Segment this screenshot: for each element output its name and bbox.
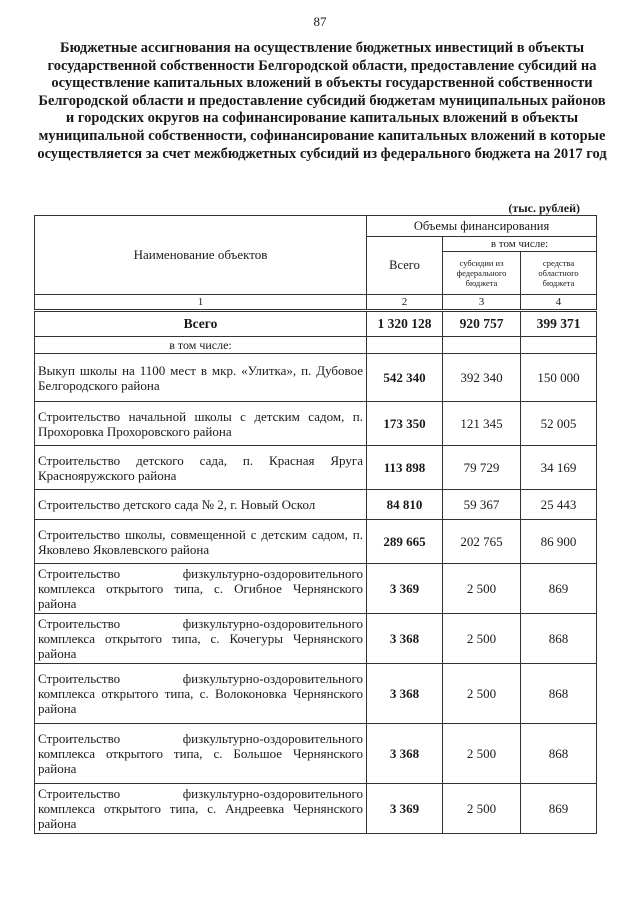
total-value: 3 368 (367, 664, 443, 724)
empty-cell (521, 337, 597, 354)
table-row (35, 402, 597, 446)
total-value: 3 368 (367, 724, 443, 784)
object-name: Строительство начальной школы с детским садом, п. Прохоровка Прохоровского района (35, 402, 367, 446)
federal-value: 121 345 (443, 402, 521, 446)
total-regional: 399 371 (521, 311, 597, 337)
federal-value: 59 367 (443, 490, 521, 520)
regional-value: 868 (521, 724, 597, 784)
object-name: Строительство физкультурно-оздоровительного комплекса открытого типа, с. Андреевка Чернянского района (35, 784, 367, 834)
regional-value: 52 005 (521, 402, 597, 446)
table-row (35, 724, 597, 784)
document-title: Бюджетные ассигнования на осуществление бюджетных инвестиций в объекты государственной собственности Белгородской области, предоставление субсидий на осуществление капитальных вложений в объекты государственной собственности Белгородской области и предоставление субсидий бюджетам муниципальных районов и городских округов на софинансирование капитальных вложений в объекты муниципальной собственности, софинансирование капитальных вложений в которые осуществляется за счет межбюджетных субсидий из федерального бюджета на 2017 год (37, 40, 607, 162)
table-row (35, 784, 597, 834)
federal-value: 2 500 (443, 784, 521, 834)
header-including: в том числе: (443, 237, 597, 252)
units-label: (тыс. рублей) (508, 201, 580, 215)
regional-value: 868 (521, 664, 597, 724)
table-row (35, 614, 597, 664)
total-federal: 920 757 (443, 311, 521, 337)
table-row (35, 664, 597, 724)
table-body (35, 295, 597, 834)
object-name: Строительство детского сада № 2, г. Новый Оскол (35, 490, 367, 520)
header-total: Всего (367, 237, 443, 295)
regional-value: 25 443 (521, 490, 597, 520)
total-value: 542 340 (367, 354, 443, 402)
header-financing: Объемы финансирования (367, 216, 597, 237)
object-name: Строительство физкультурно-оздоровительного комплекса открытого типа, с. Кочегуры Чернянского района (35, 614, 367, 664)
table-row (35, 520, 597, 564)
object-name: Строительство физкультурно-оздоровительного комплекса открытого типа, с. Волоконовка Чернянского района (35, 664, 367, 724)
regional-value: 150 000 (521, 354, 597, 402)
including-row (35, 337, 597, 354)
total-label: Всего (35, 311, 367, 337)
table-row (35, 490, 597, 520)
column-number: 1 (35, 295, 367, 311)
object-name: Строительство детского сада, п. Красная Яруга Краснояружского района (35, 446, 367, 490)
regional-value: 869 (521, 564, 597, 614)
federal-value: 392 340 (443, 354, 521, 402)
regional-value: 869 (521, 784, 597, 834)
total-row (35, 311, 597, 337)
table-row (35, 564, 597, 614)
empty-cell (367, 337, 443, 354)
federal-value: 79 729 (443, 446, 521, 490)
total-value: 84 810 (367, 490, 443, 520)
header-federal: субсидии из федерального бюджета (443, 252, 521, 295)
header-regional: средства областного бюджета (521, 252, 597, 295)
object-name: Выкуп школы на 1100 мест в мкр. «Улитка», п. Дубовое Белгородского района (35, 354, 367, 402)
federal-value: 2 500 (443, 664, 521, 724)
total-value: 113 898 (367, 446, 443, 490)
total-sum: 1 320 128 (367, 311, 443, 337)
federal-value: 2 500 (443, 614, 521, 664)
regional-value: 868 (521, 614, 597, 664)
column-number: 2 (367, 295, 443, 311)
including-label: в том числе: (35, 337, 367, 354)
object-name: Строительство физкультурно-оздоровительного комплекса открытого типа, с. Большое Чернянского района (35, 724, 367, 784)
total-value: 3 369 (367, 564, 443, 614)
total-value: 289 665 (367, 520, 443, 564)
federal-value: 2 500 (443, 724, 521, 784)
column-number: 3 (443, 295, 521, 311)
total-value: 3 368 (367, 614, 443, 664)
table-row (35, 354, 597, 402)
federal-value: 202 765 (443, 520, 521, 564)
object-name: Строительство школы, совмещенной с детским садом, п. Яковлево Яковлевского района (35, 520, 367, 564)
table-row (35, 446, 597, 490)
object-name: Строительство физкультурно-оздоровительного комплекса открытого типа, с. Огибное Чернянского района (35, 564, 367, 614)
total-value: 3 369 (367, 784, 443, 834)
federal-value: 2 500 (443, 564, 521, 614)
header-name: Наименование объектов (35, 216, 367, 295)
regional-value: 86 900 (521, 520, 597, 564)
column-number: 4 (521, 295, 597, 311)
empty-cell (443, 337, 521, 354)
column-number-row (35, 295, 597, 311)
regional-value: 34 169 (521, 446, 597, 490)
total-value: 173 350 (367, 402, 443, 446)
budget-table (34, 215, 597, 834)
page-number: 87 (313, 14, 327, 29)
